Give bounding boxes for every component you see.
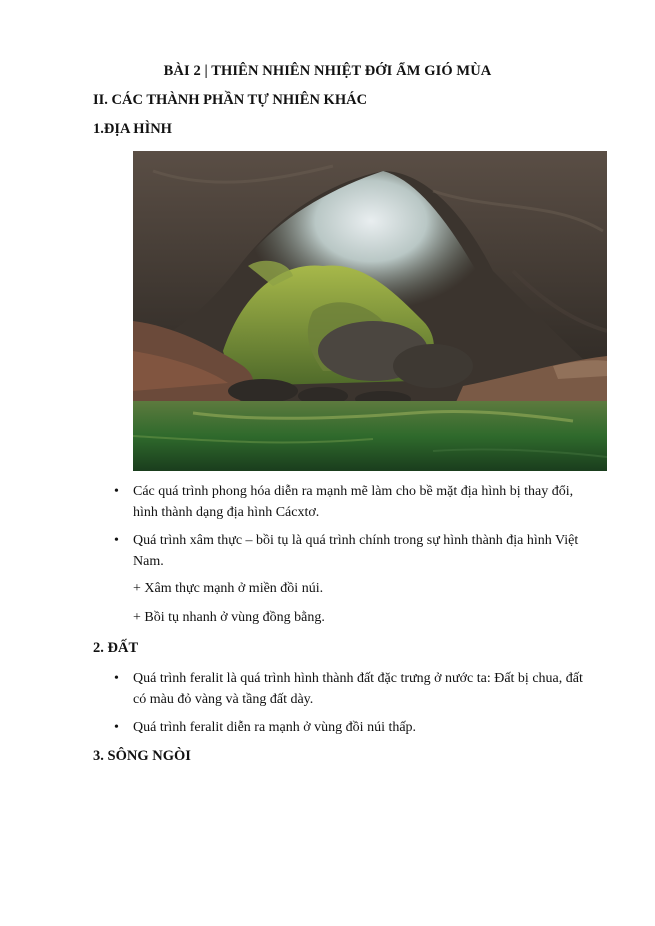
- list-item: Quá trình xâm thực – bồi tụ là quá trình chính trong sự hình thành địa hình Việt Nam.: [133, 533, 579, 569]
- subsection-heading-song-ngoi: 3. SÔNG NGÒI: [93, 748, 191, 764]
- subsection-heading-dat: 2. ĐẤT: [93, 640, 139, 656]
- section-heading: II. CÁC THÀNH PHẦN TỰ NHIÊN KHÁC: [93, 92, 368, 108]
- cave-photo: [133, 151, 607, 471]
- bullet-marker: •: [114, 484, 119, 499]
- note-item: + Bồi tụ nhanh ở vùng đồng bằng.: [133, 610, 325, 625]
- list-item: Quá trình feralit là quá trình hình thành đất đặc trưng ở nước ta: Đất bị chua, đất có màu đỏ vàng và tầng đất dày.: [133, 671, 583, 707]
- list-item: Các quá trình phong hóa diễn ra mạnh mẽ làm cho bề mặt địa hình bị thay đổi, hình thành dạng địa hình Cácxtơ.: [133, 484, 574, 520]
- bullet-marker: •: [114, 720, 119, 735]
- bullet-marker: •: [114, 533, 119, 548]
- list-item: Quá trình feralit diễn ra mạnh ở vùng đồi núi thấp.: [133, 720, 417, 735]
- subsection-heading-dia-hinh: 1.ĐỊA HÌNH: [93, 121, 172, 137]
- bullet-marker: •: [114, 671, 119, 686]
- note-item: + Xâm thực mạnh ở miền đồi núi.: [133, 581, 324, 596]
- lesson-title: BÀI 2 | THIÊN NHIÊN NHIỆT ĐỚI ẨM GIÓ MÙA: [163, 63, 492, 79]
